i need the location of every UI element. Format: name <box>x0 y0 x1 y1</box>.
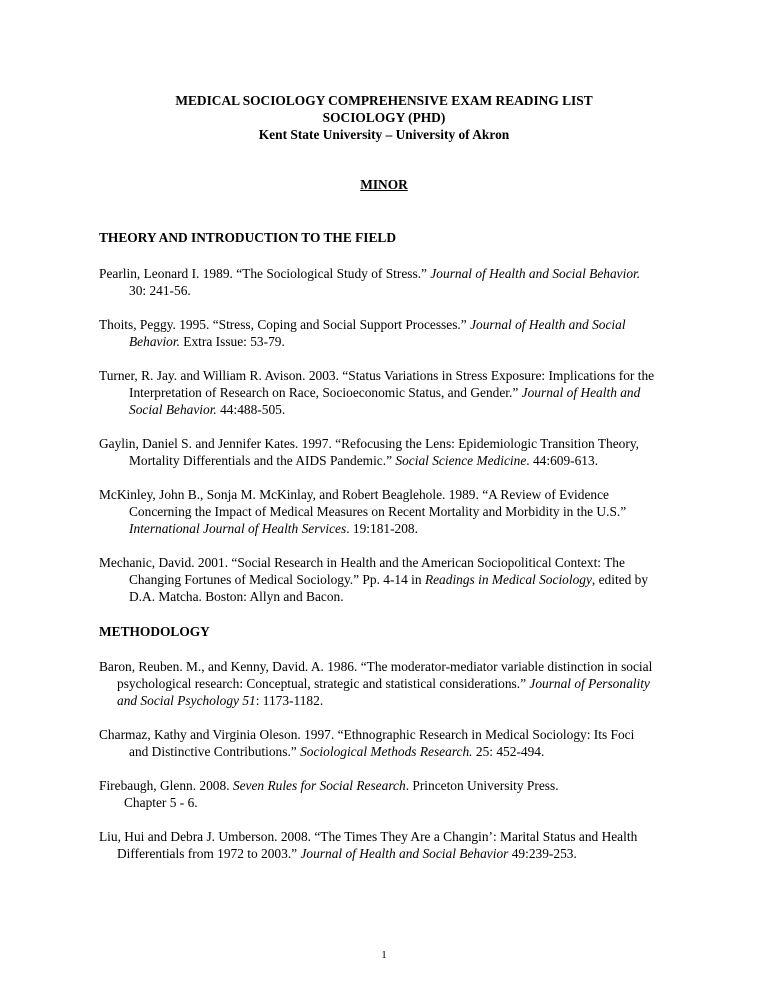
reference-entry <box>99 265 684 299</box>
reference-text: Chapter 5 - 6. <box>124 795 198 810</box>
reference-text: Mortality Differentials and the AIDS Pandemic.” <box>129 453 396 468</box>
reference-text: Changing Fortunes of Medical Sociology.” Pp. 4-14 in <box>129 572 425 587</box>
reference-text: Pearlin, Leonard I. 1989. “The Sociological Study of Stress.” <box>99 266 431 281</box>
book-title: Readings in Medical Sociology <box>424 572 592 587</box>
reference-text: Baron, Reuben. M., and Kenny, David. A. 1986. “The moderator-mediator variable distinction in social <box>99 659 653 674</box>
reference-entry <box>99 554 684 605</box>
reference-entry <box>99 726 684 760</box>
reference-text: Turner, R. Jay. and William R. Avison. 2003. “Status Variations in Stress Exposure: Implications for the <box>99 368 655 383</box>
reference-text: 25: 452-494. <box>472 744 545 759</box>
reference-text: Interpretation of Research on Race, Socioeconomic Status, and Gender.” <box>129 385 522 400</box>
journal-title: Sociological Methods Research. <box>300 744 473 759</box>
journal-title: Behavior. <box>129 334 180 349</box>
reference-text: Charmaz, Kathy and Virginia Oleson. 1997. “Ethnographic Research in Medical Sociology: Its Foci <box>99 727 635 742</box>
document-header <box>0 92 768 143</box>
journal-title: International Journal of Health Services <box>129 521 347 536</box>
journal-title: Social Behavior. <box>129 402 217 417</box>
reference-text: . 44:609-613. <box>526 453 599 468</box>
reference-entry <box>99 367 684 418</box>
header-program: SOCIOLOGY (PHD) <box>322 110 446 125</box>
reference-text: 30: 241-56. <box>129 283 191 298</box>
reference-text: . 19:181-208. <box>346 521 418 536</box>
journal-title: Journal of Health and Social Behavior <box>300 846 509 861</box>
reference-text: Firebaugh, Glenn. 2008. <box>99 778 233 793</box>
section-title-theory: THEORY AND INTRODUCTION TO THE FIELD <box>99 230 397 245</box>
reference-text: Differentials from 1972 to 2003.” <box>117 846 301 861</box>
page-number: 1 <box>381 949 387 961</box>
reference-text: Thoits, Peggy. 1995. “Stress, Coping and Social Support Processes.” <box>99 317 471 332</box>
journal-title: Journal of Health and <box>521 385 641 400</box>
reference-entry <box>99 486 684 537</box>
reference-entry <box>99 777 684 811</box>
reference-text: D.A. Matcha. Boston: Allyn and Bacon. <box>129 589 344 604</box>
reference-entry <box>99 435 684 469</box>
reference-text: . Princeton University Press. <box>405 778 559 793</box>
header-title: MEDICAL SOCIOLOGY COMPREHENSIVE EXAM READING LIST <box>175 93 593 108</box>
reference-text: Gaylin, Daniel S. and Jennifer Kates. 1997. “Refocusing the Lens: Epidemiologic Transition Theory, <box>99 436 639 451</box>
reference-entry <box>99 316 684 350</box>
reference-text: and Distinctive Contributions.” <box>129 744 301 759</box>
reference-text: : 1173-1182. <box>255 693 324 708</box>
book-title: Seven Rules for Social Research <box>232 778 406 793</box>
reference-text: Extra Issue: 53-79. <box>179 334 285 349</box>
reference-text: Mechanic, David. 2001. “Social Research in Health and the American Sociopolitical Context: The <box>99 555 625 570</box>
header-institution: Kent State University – University of Akron <box>258 127 510 142</box>
reference-text: psychological research: Conceptual, strategic and statistical considerations.” <box>117 676 530 691</box>
reference-entry <box>99 658 684 709</box>
reference-text: McKinley, John B., Sonja M. McKinlay, and Robert Beaglehole. 1989. “A Review of Evidence <box>99 487 609 502</box>
journal-title: Journal of Personality <box>529 676 650 691</box>
journal-title: Journal of Health and Social Behavior. <box>430 266 641 281</box>
reference-text: Concerning the Impact of Medical Measures on Recent Mortality and Morbidity in the U.S.” <box>129 504 627 519</box>
reference-entry <box>99 828 684 862</box>
minor-heading: MINOR <box>360 177 408 192</box>
reference-text: 49:239-253. <box>508 846 577 861</box>
reference-text: , edited by <box>591 572 649 587</box>
reference-text: Liu, Hui and Debra J. Umberson. 2008. “The Times They Are a Changin’: Marital Status and Health <box>99 829 638 844</box>
journal-title: Social Science Medicine <box>395 453 527 468</box>
journal-title: Journal of Health and Social <box>470 317 626 332</box>
section-title-methodology: METHODOLOGY <box>99 624 210 639</box>
reference-text: 44:488-505. <box>216 402 286 417</box>
journal-title: and Social Psychology 51 <box>117 693 256 708</box>
